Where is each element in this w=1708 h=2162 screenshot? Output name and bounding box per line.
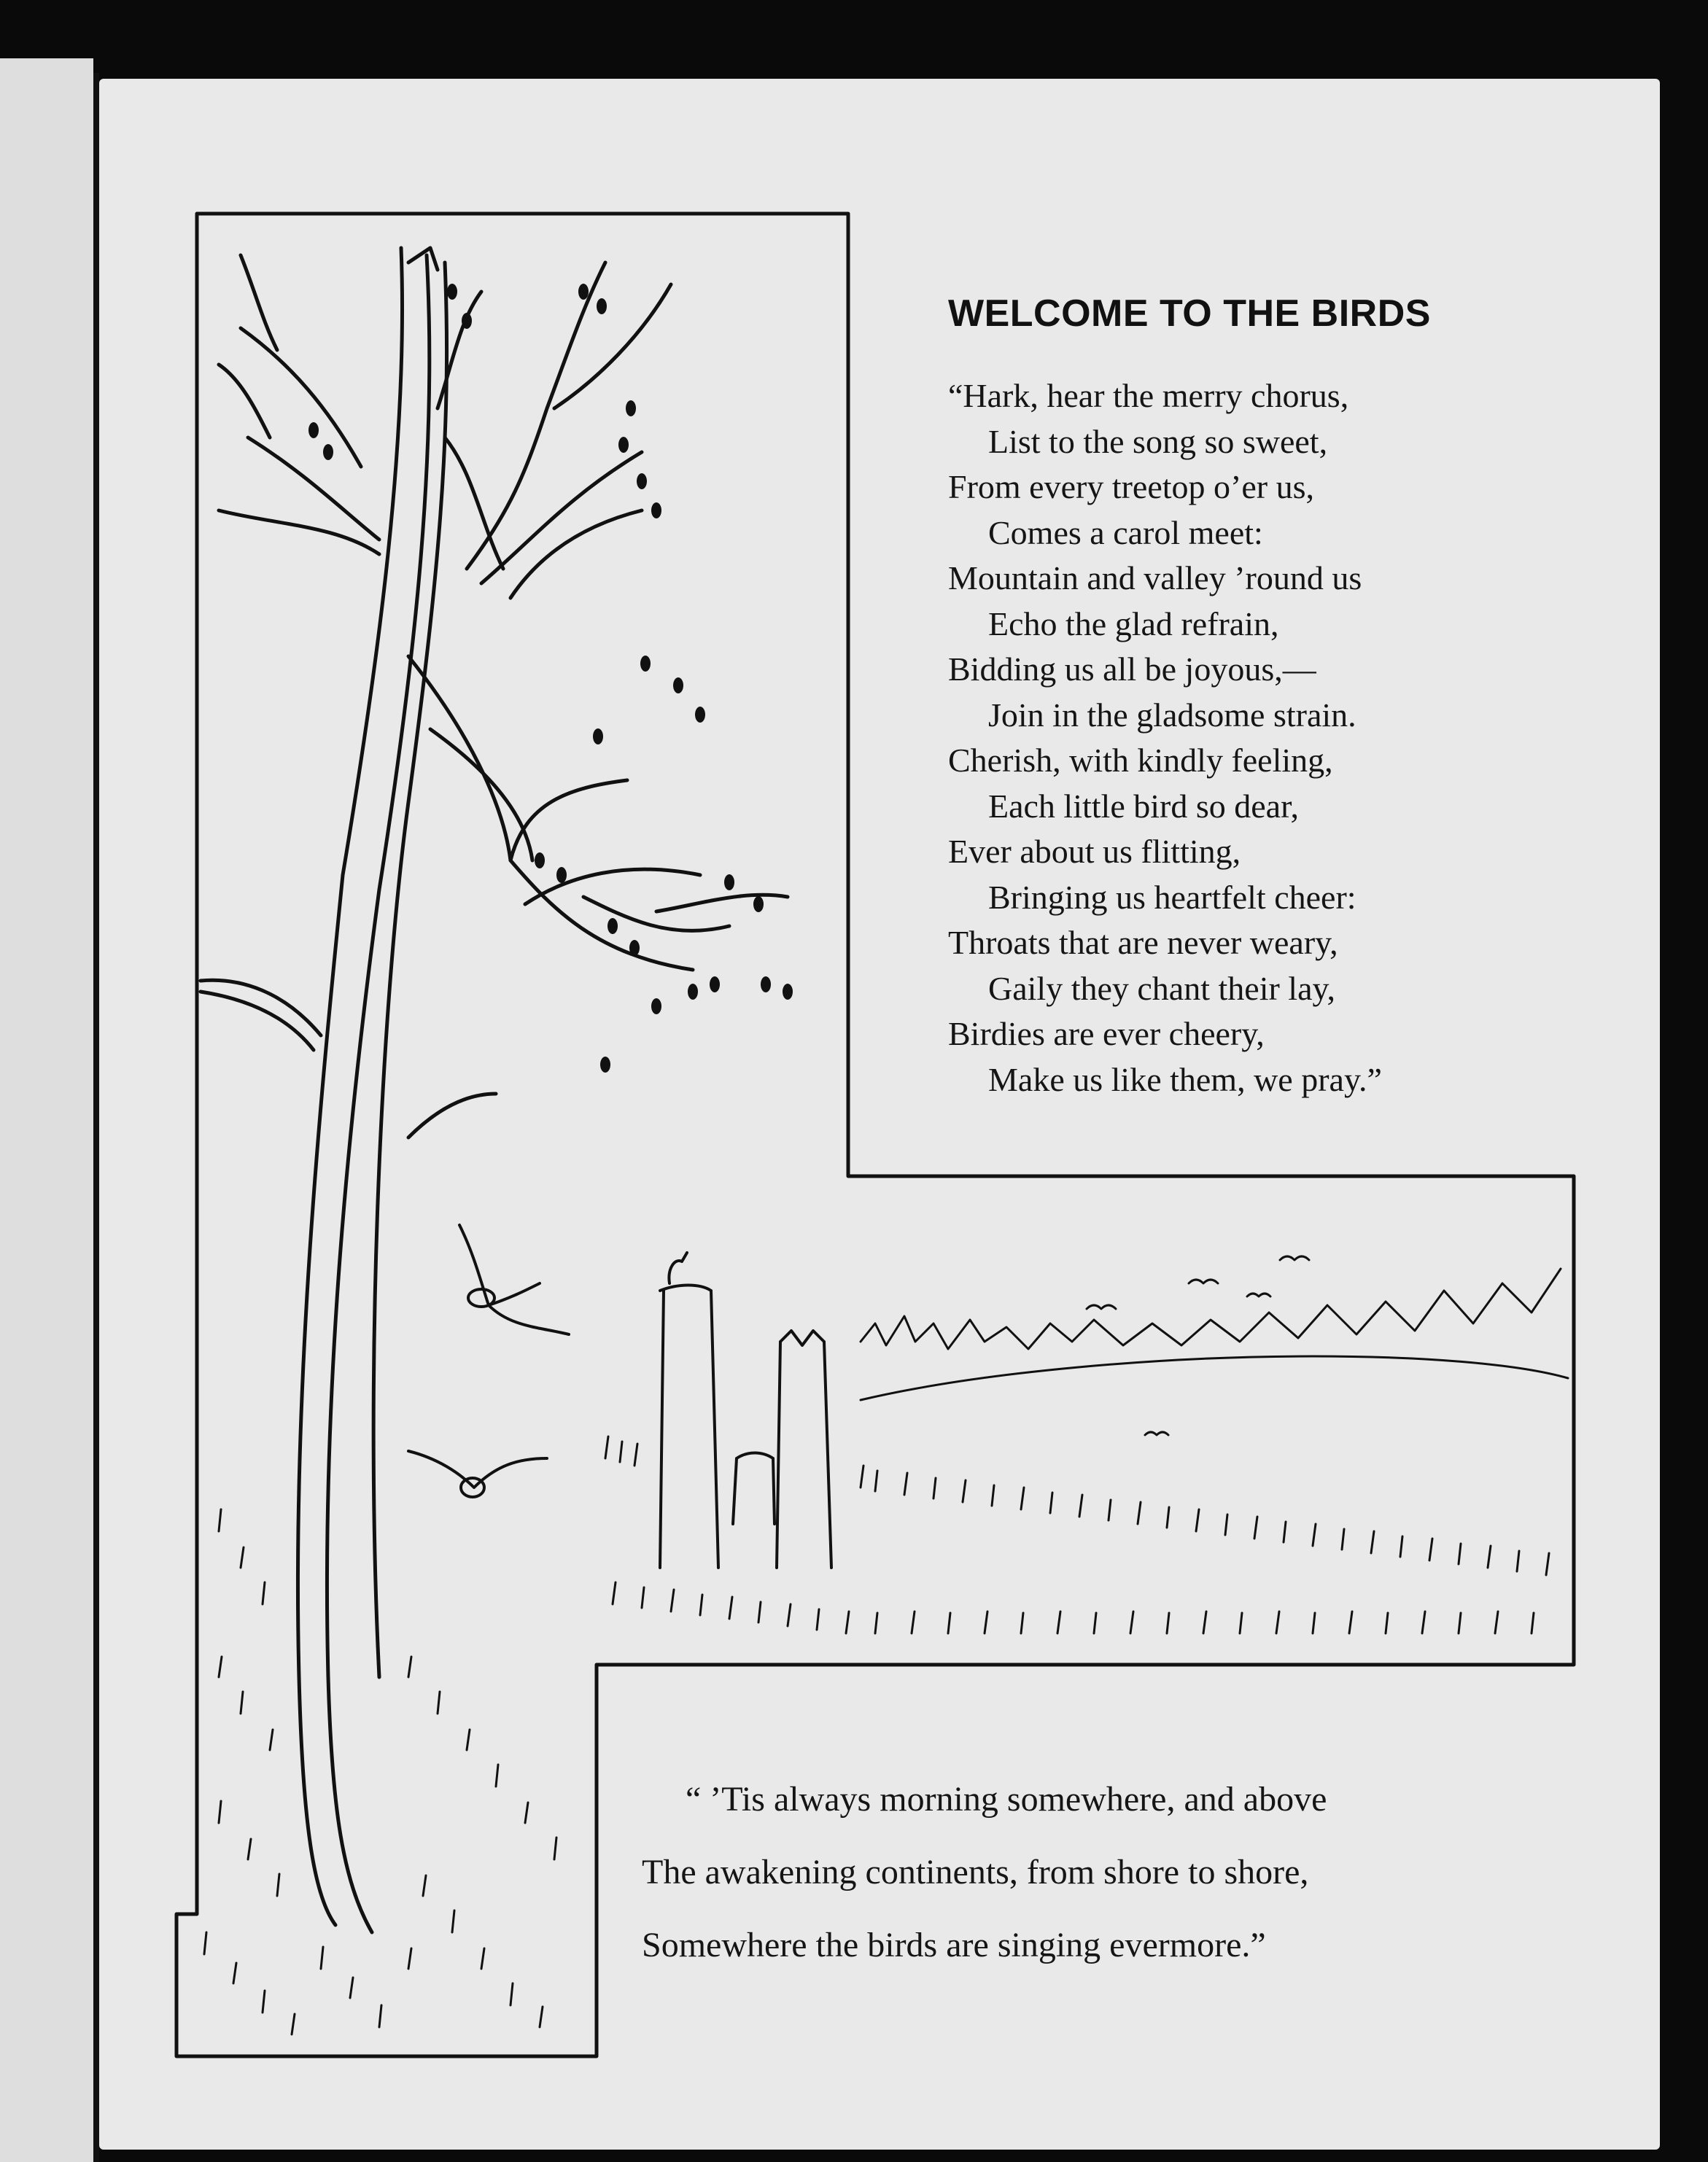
poem-line: “Hark, hear the merry chorus, <box>948 377 1349 414</box>
flying-bird <box>459 1225 569 1334</box>
closing-quote <box>642 1763 1604 1982</box>
poem-line: From every treetop o’er us, <box>948 468 1315 505</box>
poem-line: Echo the glad refrain, <box>988 604 1279 642</box>
distant-hill <box>861 1269 1568 1400</box>
tree <box>201 248 788 1932</box>
poem-line: Make us like them, we pray.” <box>988 1060 1382 1098</box>
poem-line: Comes a carol meet: <box>988 513 1263 551</box>
poem-line: Bringing us heartfelt cheer: <box>988 878 1356 916</box>
poem-line: Birdies are ever cheery, <box>948 1015 1265 1052</box>
poem-line: Cherish, with kindly feeling, <box>948 742 1333 779</box>
poem-body <box>948 373 1575 1103</box>
poem-line: List to the song so sweet, <box>988 422 1328 460</box>
poem-line: Throats that are never weary, <box>948 924 1338 961</box>
quote-line: The awakening continents, from shore to shore, <box>642 1853 1309 1891</box>
poem-line: Mountain and valley ’round us <box>948 559 1362 596</box>
poem-line: Each little bird so dear, <box>988 787 1300 825</box>
quote-line: “ ’Tis always morning somewhere, and above <box>686 1780 1327 1819</box>
flying-bird <box>408 1451 547 1497</box>
poem-line: Gaily they chant their lay, <box>988 969 1336 1007</box>
poem-line: Ever about us flitting, <box>948 833 1241 870</box>
distant-birds <box>1087 1256 1309 1435</box>
poem-line: Bidding us all be joyous,— <box>948 650 1316 688</box>
tree-stumps <box>660 1253 831 1568</box>
poem-line: Join in the gladsome strain. <box>988 696 1356 734</box>
quote-line: Somewhere the birds are singing evermore.” <box>642 1926 1266 1964</box>
poem-title: WELCOME TO THE BIRDS <box>948 292 1431 335</box>
